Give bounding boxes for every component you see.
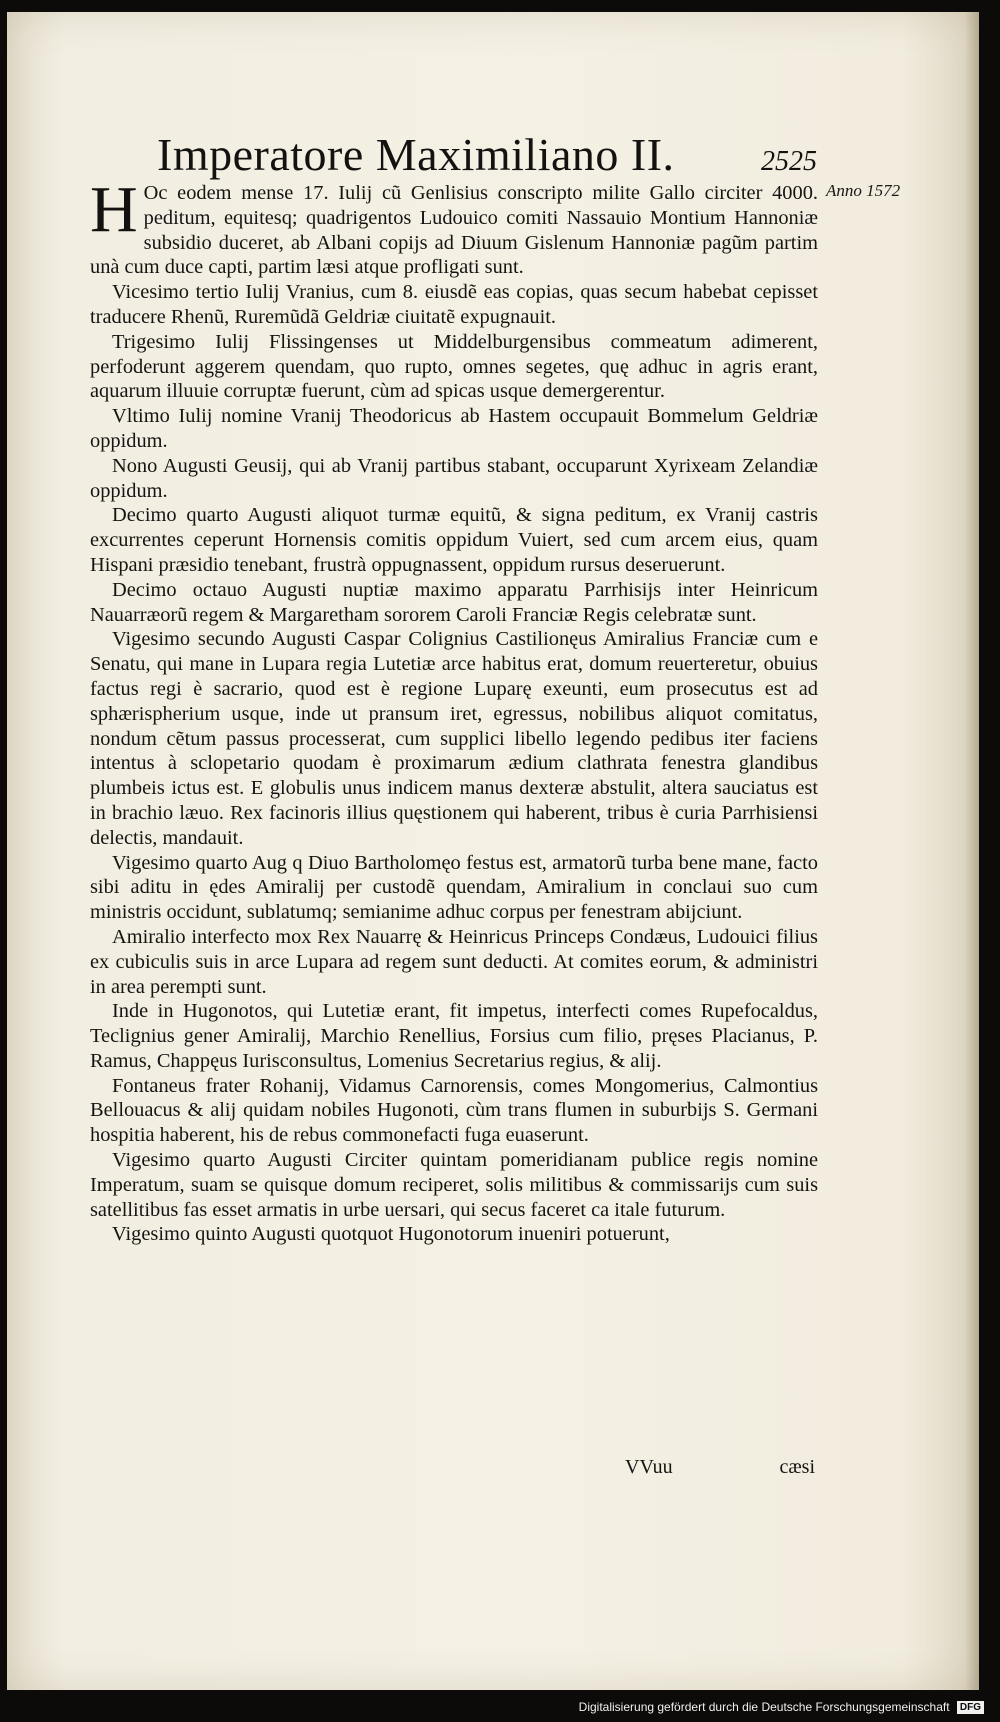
signature-mark: VVuu — [625, 1456, 673, 1478]
page-edge-shadow — [965, 12, 979, 1690]
body-text — [90, 173, 818, 1247]
paragraph: Vigesimo quarto Aug q Diuo Bartholomęo festus est, armatorũ turba bene mane, facto sibi aditu in ędes Amiralij per custodẽ quendam, Amiralium in conclaui suo cum ministris occidunt, sublatumq; semianime adhuc corpus per fenestram abijciunt. — [90, 851, 818, 924]
drop-capital: H — [90, 173, 138, 246]
paragraph — [90, 173, 818, 280]
paragraph: Decimo octauo Augusti nuptiæ maximo apparatu Parrhisijs inter Heinricum Nauarræorũ regem & Margaretham sororem Caroli Franciæ Regis celebratæ sunt. — [90, 578, 818, 626]
paragraph: Inde in Hugonotos, qui Lutetiæ erant, fit impetus, interfecti comes Rupefocaldus, Teclignius gener Amiralij, Marchio Renellius, Forsius cum filio, pręses Placianus, P. Ramus, Chappęus Iurisconsultus, Lomenius Secretarius regius, & alij. — [90, 1000, 818, 1072]
paragraph: Vigesimo quinto Augusti quotquot Hugonotorum inueniri potuerunt, — [112, 1223, 670, 1246]
catchword: cæsi — [779, 1456, 815, 1478]
page-header — [157, 128, 817, 181]
paragraph: Vigesimo quarto Augusti Circiter quintam pomeridianam publice regis nomine Imperatum, suam se quisque domum reciperet, solis militibus & commissarijs cum suis satellitibus fas esset armatis in urbe uersari, qui secus faceret ca itale futurum. — [90, 1149, 818, 1221]
page-number: 2525 — [761, 146, 817, 177]
paragraph: Decimo quarto Augusti aliquot turmæ equitũ, & signa peditum, ex Vranij castris excurrentes ceperunt Hornensis comitis oppidum Vuiert, sed cum arcem eius, quam Hispani præsidio tenebant, frustrà oppugnassent, oppidum rursus deseruerunt. — [90, 504, 818, 576]
paragraph: Vltimo Iulij nomine Vranij Theodoricus ab Hastem occupauit Bommelum Geldriæ oppidum. — [90, 405, 818, 452]
paragraph: Fontaneus frater Rohanij, Vidamus Carnorensis, comes Mongomerius, Calmontius Bellouacus & alij quidam nobiles Hugonoti, cùm trans flumen in suburbijs S. Germani hospitia haberent, his de rebus commonefacti fuga euaserunt. — [90, 1074, 818, 1147]
paragraph: Vicesimo tertio Iulij Vranius, cum 8. eiusdẽ eas copias, quas secum habebat cepisset traducere Rhenũ, Ruremũdã Geldriæ ciuitatẽ expugnauit. — [90, 281, 818, 328]
paragraph: Trigesimo Iulij Flissingenses ut Middelburgensibus commeatum adimerent, perfoderunt aggerem quendam, quo rupto, omnes segetes, quę adhuc in agris erant, aquarum illuuie corruptæ fuerunt, cùm ad spicas usque demergerentur. — [90, 330, 818, 403]
paragraph: Vigesimo secundo Augusti Caspar Colignius Castilionęus Amiralius Franciæ cum e Senatu, qui mane in Lupara regia Lutetiæ arce habitus erat, domum reuerteretur, obuius factus regi è sacrario, quod est è regione Luparę exeunti, eum prosecutus est ad sphærispherium usque, inde ut pransum iret, egressus, nobilibus aliquot comitatus, nondum cẽtum passus processerat, cum supplici libello legendo pedibus iter faciens intentus à sclopetario quodam è proximarum ædium clathrata fenestra glandibus plumbeis ictus est. E globulis unus indicem manus dexteræ abstulit, altera sauciatus est in brachio læuo. Rex facinoris illius quęstionem qui haberent, tribus è curia Parrhisiensi delectis, mandauit. — [90, 628, 818, 849]
paragraph: Amiralio interfecto mox Rex Nauarrę & Heinricus Princeps Condæus, Ludouici filius ex cubiculis suis in arce Lupara ad regem sunt deducti. At comites eorum, & administri in area perempti sunt. — [90, 925, 818, 998]
catchword-line — [625, 1456, 815, 1479]
digitization-credit — [0, 1700, 984, 1714]
paragraph-text: Oc eodem mense 17. Iulij cũ Genlisius conscripto milite Gallo circiter 4000. peditum, equitesq; quadrigentos Ludouico comiti Nassauio Montium Hannoniæ subsidio duceret, ab Albani copijs ad Diuum Gislenum Hannoniæ pagũm partim unà cum duce capti, partim læsi atque profligati sunt. — [90, 182, 818, 279]
running-title: Imperatore Maximiliano II. — [157, 129, 675, 180]
paragraph: Nono Augusti Geusij, qui ab Vranij partibus stabant, occuparunt Xyrixeam Zelandiæ oppidum. — [90, 454, 818, 502]
credit-text: Digitalisierung gefördert durch die Deutsche Forschungsgemeinschaft — [578, 1700, 950, 1714]
margin-note-year: Anno 1572 — [826, 181, 901, 200]
dfg-logo: DFG — [957, 1701, 984, 1714]
